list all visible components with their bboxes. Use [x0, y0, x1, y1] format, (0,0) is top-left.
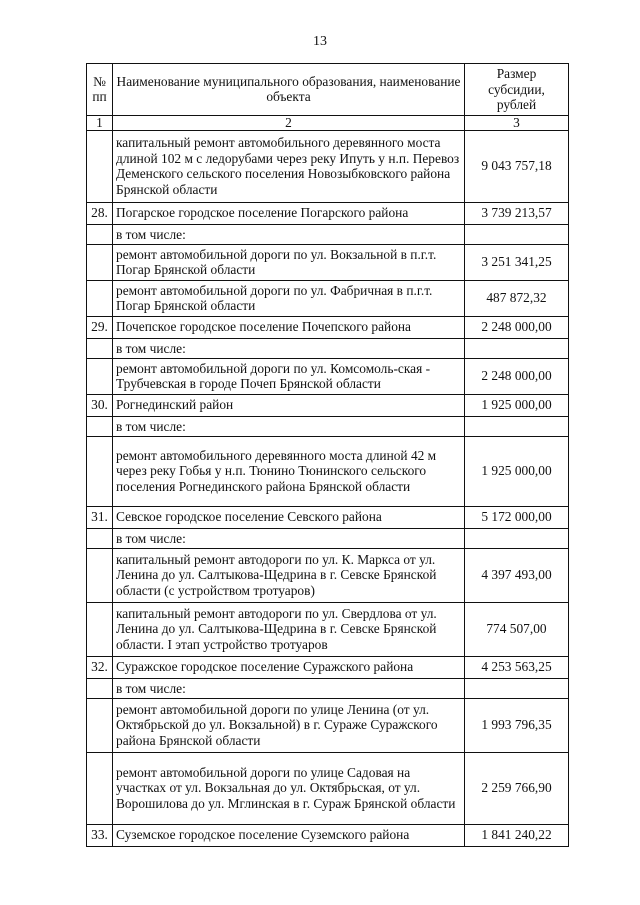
row-name: Рогнединский район — [113, 394, 465, 416]
row-name: в том числе: — [113, 416, 465, 436]
table-row — [87, 436, 569, 506]
row-number: 30. — [87, 394, 113, 416]
row-number — [87, 678, 113, 698]
row-amount: 1 993 796,35 — [465, 698, 569, 752]
table-row — [87, 824, 569, 846]
row-name: ремонт автомобильной дороги по улице Ленина (от ул. Октябрьской до ул. Вокзальной) в г. Сураже Суражского района Брянской области — [113, 698, 465, 752]
row-number — [87, 752, 113, 824]
row-amount: 4 253 563,25 — [465, 656, 569, 678]
header-amount: Размер субсидии, рублей — [465, 64, 569, 116]
row-number — [87, 416, 113, 436]
row-name: капитальный ремонт автодороги по ул. Свердлова от ул. Ленина до ул. Салтыкова-Щедрина в г. Севске Брянской области. I этап устройство тротуаров — [113, 602, 465, 656]
row-name: капитальный ремонт автомобильного деревянного моста длиной 102 м с ледорубами через реку Ипуть у н.п. Перевоз Деменского сельского поселения Новозыбковского района Брянской области — [113, 130, 465, 202]
header-number: № пп — [87, 64, 113, 116]
table-row — [87, 656, 569, 678]
row-number — [87, 130, 113, 202]
row-amount — [465, 416, 569, 436]
column-index: 3 — [465, 115, 569, 130]
table-row — [87, 280, 569, 316]
row-amount — [465, 338, 569, 358]
row-number — [87, 224, 113, 244]
row-number: 31. — [87, 506, 113, 528]
row-number — [87, 436, 113, 506]
row-amount — [465, 224, 569, 244]
row-name: Суземское городское поселение Суземского района — [113, 824, 465, 846]
row-amount: 3 739 213,57 — [465, 202, 569, 224]
row-number — [87, 280, 113, 316]
column-index: 2 — [113, 115, 465, 130]
row-number — [87, 338, 113, 358]
row-name: ремонт автомобильного деревянного моста длиной 42 м через реку Гобья у н.п. Тюнино Тюнинского сельского поселения Рогнединского района Брянской области — [113, 436, 465, 506]
row-name: ремонт автомобильной дороги по улице Садовая на участках от ул. Вокзальная до ул. Октябрьская, от ул. Ворошилова до ул. Мглинская в г. Сураж Брянской области — [113, 752, 465, 824]
row-number — [87, 548, 113, 602]
header-name: Наименование муниципального образования, наименование объекта — [113, 64, 465, 116]
row-name: в том числе: — [113, 338, 465, 358]
row-amount: 2 259 766,90 — [465, 752, 569, 824]
table-row — [87, 602, 569, 656]
row-number: 32. — [87, 656, 113, 678]
row-name: в том числе: — [113, 224, 465, 244]
table-row — [87, 506, 569, 528]
table-row — [87, 394, 569, 416]
row-name: Севское городское поселение Севского района — [113, 506, 465, 528]
row-name: Почепское городское поселение Почепского района — [113, 316, 465, 338]
row-amount: 1 925 000,00 — [465, 394, 569, 416]
row-number — [87, 528, 113, 548]
table-row — [87, 224, 569, 244]
table-row — [87, 416, 569, 436]
column-index-row — [87, 115, 569, 130]
subsidy-table — [86, 63, 569, 847]
row-number: 29. — [87, 316, 113, 338]
table-row — [87, 244, 569, 280]
row-amount: 487 872,32 — [465, 280, 569, 316]
table-row — [87, 678, 569, 698]
table-body — [87, 130, 569, 846]
page-number: 13 — [313, 34, 327, 49]
row-name: ремонт автомобильной дороги по ул. Фабричная в п.г.т. Погар Брянской области — [113, 280, 465, 316]
table-row — [87, 338, 569, 358]
row-amount: 9 043 757,18 — [465, 130, 569, 202]
row-amount: 4 397 493,00 — [465, 548, 569, 602]
table-row — [87, 202, 569, 224]
row-amount: 1 925 000,00 — [465, 436, 569, 506]
row-name: капитальный ремонт автодороги по ул. К. Маркса от ул. Ленина до ул. Салтыкова-Щедрина в г. Севске Брянской области (с устройством тротуаров) — [113, 548, 465, 602]
row-amount — [465, 528, 569, 548]
table-row — [87, 698, 569, 752]
row-amount — [465, 678, 569, 698]
row-amount: 2 248 000,00 — [465, 358, 569, 394]
row-amount: 2 248 000,00 — [465, 316, 569, 338]
row-amount: 3 251 341,25 — [465, 244, 569, 280]
row-name: в том числе: — [113, 528, 465, 548]
row-number: 33. — [87, 824, 113, 846]
table-row — [87, 130, 569, 202]
row-amount: 774 507,00 — [465, 602, 569, 656]
row-number — [87, 698, 113, 752]
row-name: в том числе: — [113, 678, 465, 698]
table-row — [87, 752, 569, 824]
row-amount: 5 172 000,00 — [465, 506, 569, 528]
row-number — [87, 602, 113, 656]
table-row — [87, 548, 569, 602]
table-row — [87, 316, 569, 338]
row-name: ремонт автомобильной дороги по ул. Комсомоль-ская - Трубчевская в городе Почеп Брянской области — [113, 358, 465, 394]
table-row — [87, 528, 569, 548]
row-number — [87, 244, 113, 280]
row-name: Погарское городское поселение Погарского района — [113, 202, 465, 224]
row-amount: 1 841 240,22 — [465, 824, 569, 846]
row-number — [87, 358, 113, 394]
row-name: ремонт автомобильной дороги по ул. Вокзальной в п.г.т. Погар Брянской области — [113, 244, 465, 280]
table-header-row — [87, 64, 569, 116]
row-number: 28. — [87, 202, 113, 224]
table-row — [87, 358, 569, 394]
column-index: 1 — [87, 115, 113, 130]
row-name: Суражское городское поселение Суражского района — [113, 656, 465, 678]
